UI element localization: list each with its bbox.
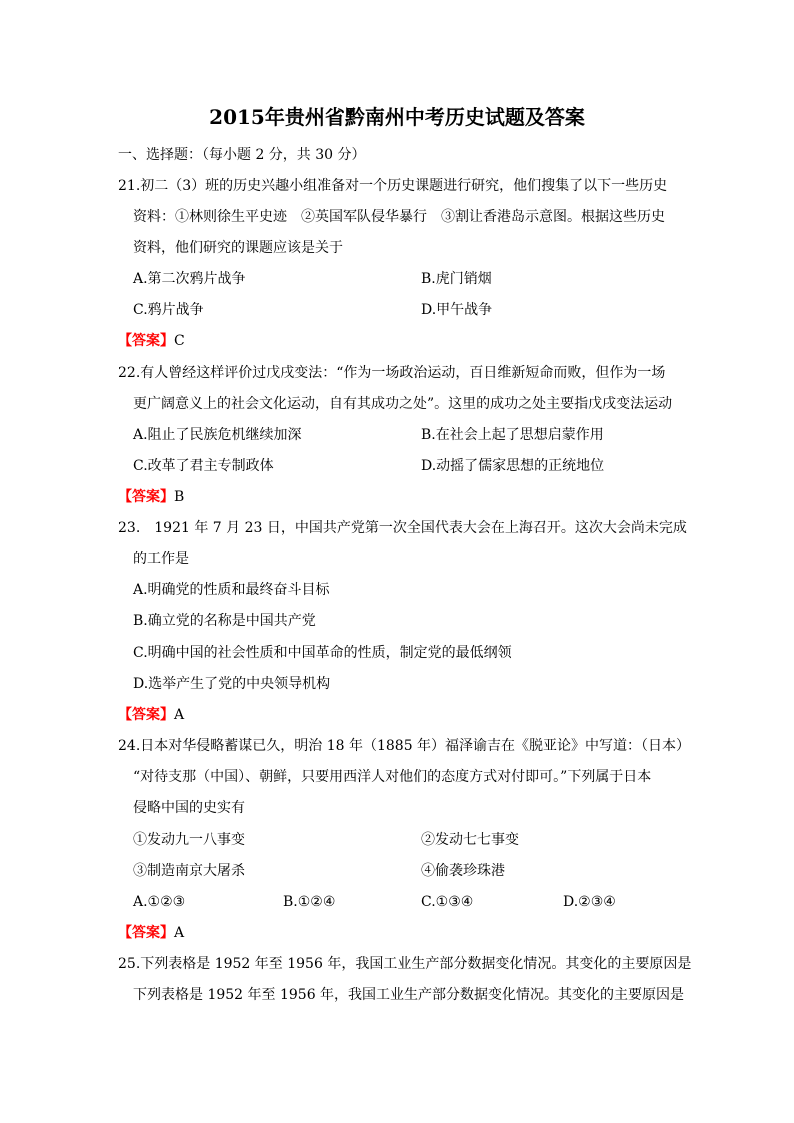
answer-value: C [174,333,185,349]
q21-option-c: C.鸦片战争 [133,302,204,318]
q24-item-3: ③制造南京大屠杀 [133,863,245,879]
q22-answer [118,488,184,506]
q21-option-a: A.第二次鸦片战争 [133,271,246,287]
q23-line1: 23. 1921 年 7 月 23 日，中国共产党第一次全国代表大会在上海召开。这次大会尚未完成 [118,520,687,536]
q24-line2: “对待支那（中国）、朝鲜，只要用西洋人对他们的态度方式对付即可。”下列属于日本 [133,769,652,785]
q22-line2: 更广阔意义上的社会文化运动，自有其成功之处”。这里的成功之处主要指戊戌变法运动 [133,396,673,412]
q22-option-a: A.阻止了民族危机继续加深 [133,427,302,443]
q24-line1: 24.日本对华侵略蓄谋已久，明治 18 年（1885 年）福泽谕吉在《脱亚论》中写道：（日本） [118,738,691,754]
q23-option-c: C.明确中国的社会性质和中国革命的性质，制定党的最低纲领 [133,645,512,661]
section-heading: 一、选择题：（每小题 2 分，共 30 分） [118,147,366,163]
q23-option-b: B.确立党的名称是中国共产党 [133,613,316,629]
q23-answer [118,706,184,724]
q22-option-d: D.动摇了儒家思想的正统地位 [421,458,605,474]
q25-line1: 25.下列表格是 1952 年至 1956 年，我国工业生产部分数据变化情况。其变化的主要原因是 [118,956,692,972]
q24-answer [118,924,184,942]
answer-value: A [174,925,185,941]
q21-option-b: B.虎门销烟 [421,271,492,287]
answer-tag: 【答案】 [118,489,174,505]
q24-line3: 侵略中国的史实有 [133,800,245,816]
q24-item-1: ①发动九一八事变 [133,832,245,848]
q21-line3: 资料，他们研究的课题应该是关于 [133,240,343,256]
answer-value: A [174,707,185,723]
q22-option-c: C.改革了君主专制政体 [133,458,274,474]
q21-option-d: D.甲午战争 [421,302,493,318]
q22-option-b: B.在社会上起了思想启蒙作用 [421,427,604,443]
q23-option-a: A.明确党的性质和最终奋斗目标 [133,582,330,598]
answer-tag: 【答案】 [118,925,174,941]
q24-option-a: A.①②③ [133,894,186,910]
q22-line1: 22.有人曾经这样评价过戊戌变法：“作为一场政治运动，百日维新短命而败，但作为一场 [118,365,666,381]
q24-item-2: ②发动七七事变 [421,832,519,848]
answer-value: B [174,489,185,505]
q23-option-d: D.选举产生了党的中央领导机构 [133,676,331,692]
answer-tag: 【答案】 [118,333,174,349]
q24-option-c: C.①③④ [421,894,474,910]
q23-line2: 的工作是 [133,551,189,567]
answer-tag: 【答案】 [118,707,174,723]
q24-item-4: ④偷袭珍珠港 [421,863,505,879]
q25-line2: 下列表格是 1952 年至 1956 年，我国工业生产部分数据变化情况。其变化的主要原因是 [133,987,685,1003]
q24-option-d: D.②③④ [563,894,616,910]
page-title: 2015年贵州省黔南州中考历史试题及答案 [209,105,585,129]
q24-option-b: B.①②④ [283,894,336,910]
q21-line2: 资料：①林则徐生平史迹 ②英国军队侵华暴行 ③割让香港岛示意图。根据这些历史 [133,209,665,225]
q21-line1: 21.初二（3）班的历史兴趣小组准备对一个历史课题进行研究，他们搜集了以下一些历史 [118,178,668,194]
q21-answer [118,332,185,350]
